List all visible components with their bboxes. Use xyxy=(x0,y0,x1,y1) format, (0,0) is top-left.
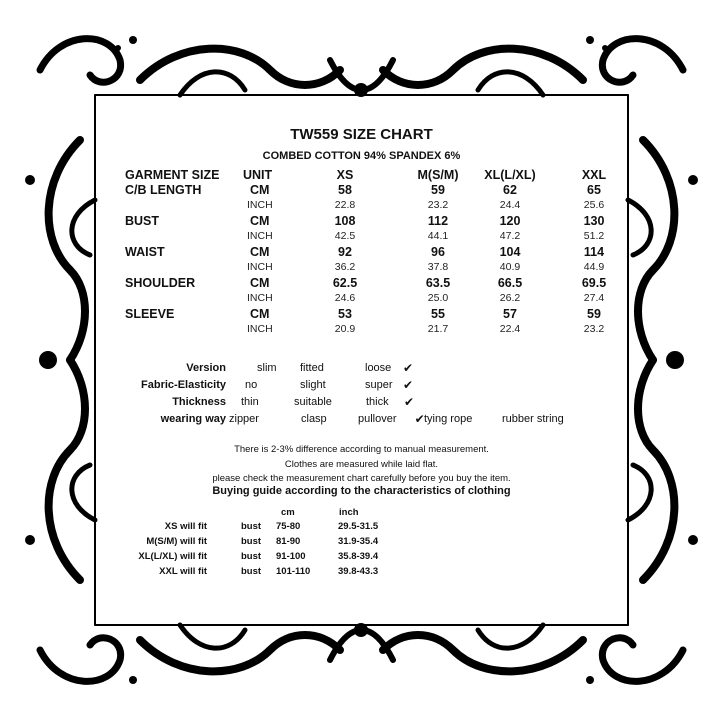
attribute-label: Version xyxy=(186,362,226,374)
cm-value: 63.5 xyxy=(425,276,451,290)
guide-part: bust xyxy=(241,536,262,547)
check-icon: ✔ xyxy=(414,412,425,426)
inch-value: 26.2 xyxy=(499,292,521,304)
attribute-option: loose xyxy=(365,362,392,374)
unit-cm: CM xyxy=(250,183,270,197)
attribute-option: slim xyxy=(257,362,277,374)
cm-value: 69.5 xyxy=(581,276,607,290)
row-label: WAIST xyxy=(125,245,165,259)
row-label: C/B LENGTH xyxy=(125,183,202,197)
header-size: XL(L/XL) xyxy=(484,168,536,182)
cm-value: 57 xyxy=(503,307,517,321)
unit-inch: INCH xyxy=(247,230,273,242)
cm-value: 59 xyxy=(587,307,601,321)
cm-value: 59 xyxy=(431,183,445,197)
cm-value: 55 xyxy=(431,307,445,321)
unit-cm: CM xyxy=(250,214,270,228)
guide-cm-range: 81-90 xyxy=(276,536,301,547)
cm-value: 53 xyxy=(338,307,352,321)
attribute-option: thin xyxy=(241,396,259,408)
check-icon: ✔ xyxy=(403,361,414,375)
inch-value: 51.2 xyxy=(583,230,605,242)
inch-value: 42.5 xyxy=(334,230,356,242)
attribute-option: suitable xyxy=(294,396,332,408)
inch-value: 22.4 xyxy=(499,323,521,335)
cm-value: 120 xyxy=(499,214,521,228)
attribute-option: fitted xyxy=(300,362,324,374)
attribute-label: wearing way xyxy=(160,413,226,425)
row-label: BUST xyxy=(125,214,160,228)
cm-value: 65 xyxy=(587,183,601,197)
guide-part: bust xyxy=(241,521,262,532)
inch-value: 44.9 xyxy=(583,261,605,273)
attribute-option: thick xyxy=(366,396,389,408)
header-size: XXL xyxy=(581,168,607,182)
unit-inch: INCH xyxy=(247,292,273,304)
guide-cm-range: 91-100 xyxy=(276,551,306,562)
page-title: TW559 SIZE CHART xyxy=(290,126,433,143)
attribute-option: rubber string xyxy=(502,413,564,425)
cm-value: 92 xyxy=(338,245,352,259)
guide-size-label: XS will fit xyxy=(164,521,207,532)
guide-col-inch: inch xyxy=(339,507,359,518)
row-label: SHOULDER xyxy=(125,276,196,290)
inch-value: 47.2 xyxy=(499,230,521,242)
unit-cm: CM xyxy=(250,276,270,290)
inch-value: 23.2 xyxy=(427,199,449,211)
attribute-option: tying rope xyxy=(424,413,473,425)
check-icon: ✔ xyxy=(403,378,414,392)
cm-value: 66.5 xyxy=(497,276,523,290)
inch-value: 36.2 xyxy=(334,261,356,273)
unit-cm: CM xyxy=(250,307,270,321)
guide-cm-range: 75-80 xyxy=(276,521,301,532)
guide-part: bust xyxy=(241,551,262,562)
cm-value: 104 xyxy=(499,245,521,259)
guide-part: bust xyxy=(241,566,262,577)
guide-inch-range: 35.8-39.4 xyxy=(338,551,379,562)
cm-value: 130 xyxy=(583,214,605,228)
inch-value: 40.9 xyxy=(499,261,521,273)
cm-value: 62.5 xyxy=(332,276,358,290)
unit-inch: INCH xyxy=(247,323,273,335)
cm-value: 62 xyxy=(503,183,517,197)
attribute-option: pullover xyxy=(358,413,397,425)
cm-value: 112 xyxy=(427,214,449,228)
guide-size-label: XXL will fit xyxy=(159,566,207,577)
inch-value: 20.9 xyxy=(334,323,356,335)
check-icon: ✔ xyxy=(404,395,415,409)
inch-value: 44.1 xyxy=(427,230,449,242)
attribute-option: slight xyxy=(300,379,326,391)
header-unit: UNIT xyxy=(243,168,273,182)
inch-value: 21.7 xyxy=(427,323,449,335)
cm-value: 58 xyxy=(338,183,352,197)
attribute-option: super xyxy=(365,379,393,391)
row-label: SLEEVE xyxy=(125,307,175,321)
guide-title: Buying guide according to the characteristics of clothing xyxy=(212,485,511,497)
header-size: XS xyxy=(336,168,354,182)
guide-cm-range: 101-110 xyxy=(276,566,311,577)
inch-value: 25.0 xyxy=(427,292,449,304)
attribute-label: Fabric-Elasticity xyxy=(141,379,226,391)
inch-value: 22.8 xyxy=(334,199,356,211)
header-size: M(S/M) xyxy=(417,168,459,182)
guide-inch-range: 31.9-35.4 xyxy=(338,536,379,547)
header-garment-size: GARMENT SIZE xyxy=(125,168,220,182)
attribute-option: clasp xyxy=(301,413,327,425)
cm-value: 96 xyxy=(431,245,445,259)
guide-inch-range: 29.5-31.5 xyxy=(338,521,379,532)
guide-inch-range: 39.8-43.3 xyxy=(338,566,379,577)
attribute-option: zipper xyxy=(229,413,259,425)
inch-value: 24.4 xyxy=(499,199,521,211)
guide-size-label: XL(L/XL) will fit xyxy=(138,551,207,562)
attribute-option: no xyxy=(245,379,258,391)
measurement-note: please check the measurement chart carefully before you buy the item. xyxy=(212,473,511,484)
inch-value: 27.4 xyxy=(583,292,605,304)
unit-inch: INCH xyxy=(247,199,273,211)
cm-value: 114 xyxy=(583,245,605,259)
attribute-label: Thickness xyxy=(172,396,226,408)
measurement-note: Clothes are measured while laid flat. xyxy=(284,458,439,470)
fabric-subtitle: COMBED COTTON 94% SPANDEX 6% xyxy=(262,150,461,162)
guide-col-cm: cm xyxy=(281,507,295,518)
unit-cm: CM xyxy=(250,245,270,259)
unit-inch: INCH xyxy=(247,261,273,273)
inch-value: 23.2 xyxy=(583,323,605,335)
cm-value: 108 xyxy=(334,214,356,228)
inch-value: 25.6 xyxy=(583,199,605,211)
measurement-note: There is 2-3% difference according to manual measurement. xyxy=(234,444,489,455)
inch-value: 24.6 xyxy=(334,292,356,304)
inch-value: 37.8 xyxy=(427,261,449,273)
guide-size-label: M(S/M) will fit xyxy=(146,536,207,547)
